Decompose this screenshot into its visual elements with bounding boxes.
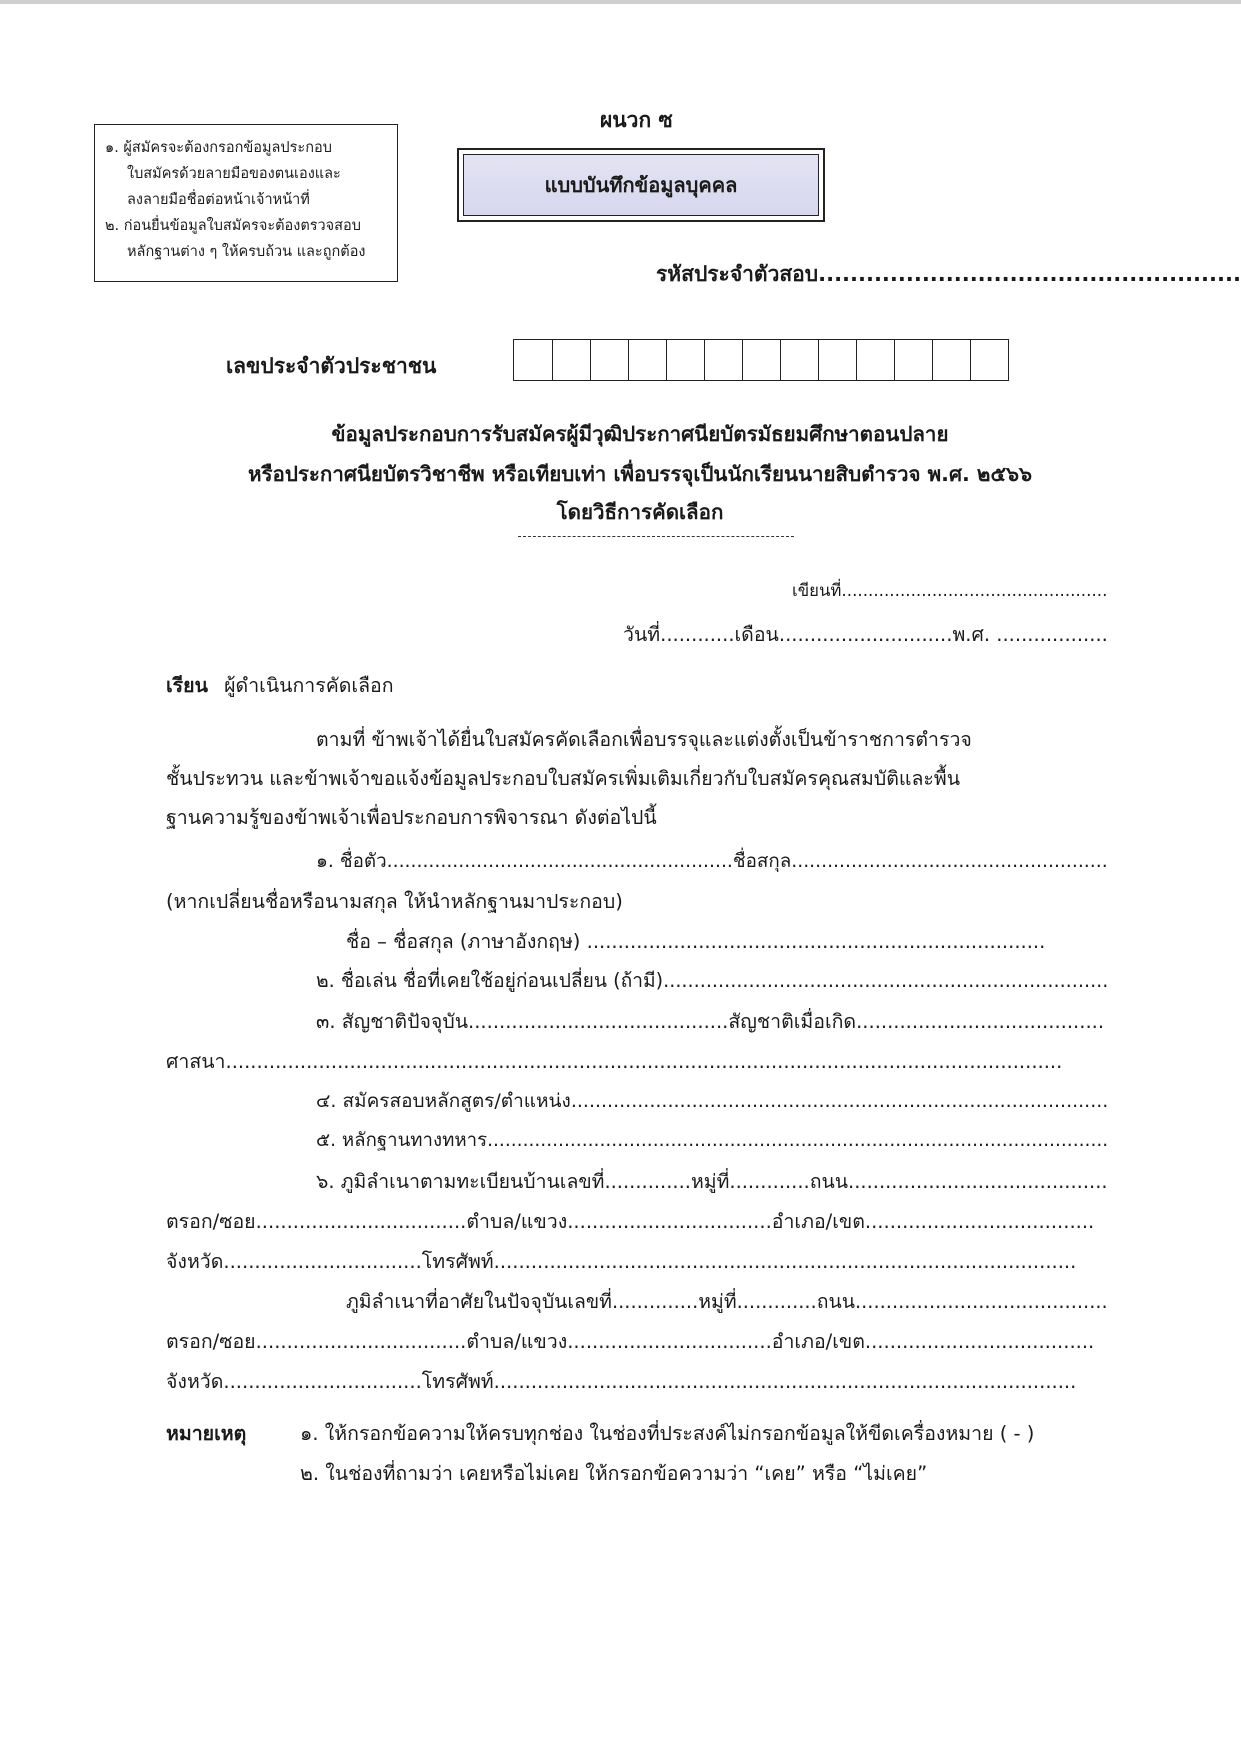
field-current-alley[interactable]: ตรอก/ซอย..................................ตำบล/แขวง.................................อำเภอ/เขต..................................... — [166, 1330, 1095, 1353]
page-top-edge — [0, 0, 1241, 4]
citizen-id-digit-box[interactable] — [932, 340, 970, 380]
citizen-id-boxes[interactable] — [513, 339, 1009, 381]
instruction-line-1: ๑. ผู้สมัครจะต้องกรอกข้อมูลประกอบ — [105, 140, 332, 156]
heading-divider — [518, 536, 794, 537]
exam-id-field[interactable]: รหัสประจำตัวสอบ..................................................... — [656, 262, 1241, 286]
instruction-line-2: ใบสมัครด้วยลายมือของตนเองและ — [127, 166, 341, 182]
citizen-id-digit-box[interactable] — [666, 340, 704, 380]
salutation-label: เรียน — [166, 674, 208, 697]
citizen-id-digit-box[interactable] — [818, 340, 856, 380]
citizen-id-digit-box[interactable] — [514, 340, 552, 380]
instruction-line-5: หลักฐานต่าง ๆ ให้ครบถ้วน และถูกต้อง — [127, 244, 366, 260]
field-registered-alley[interactable]: ตรอก/ซอย..................................ตำบล/แขวง.................................อำเภอ/เขต..................................... — [166, 1210, 1095, 1233]
remark-2: ๒. ในช่องที่ถามว่า เคยหรือไม่เคย ให้กรอกข้อความว่า “เคย” หรือ “ไม่เคย” — [300, 1462, 928, 1485]
field-registered-province[interactable]: จังหวัด................................โทรศัพท์.............................................................................................. — [166, 1250, 1077, 1273]
citizen-id-digit-box[interactable] — [704, 340, 742, 380]
heading-line-2: หรือประกาศนียบัตรวิชาชีพ หรือเทียบเท่า เพื่อบรรจุเป็นนักเรียนนายสิบตำรวจ พ.ศ. ๒๕๖๖ — [247, 462, 1033, 486]
citizen-id-digit-box[interactable] — [780, 340, 818, 380]
field-name-english[interactable]: ชื่อ – ชื่อสกุล (ภาษาอังกฤษ) .......................................................................... — [346, 930, 1046, 953]
field-religion[interactable]: ศาสนา....................................................................................................................................... — [166, 1050, 1063, 1073]
field-current-province[interactable]: จังหวัด................................โทรศัพท์.............................................................................................. — [166, 1370, 1077, 1393]
form-title: แบบบันทึกข้อมูลบุคคล — [463, 154, 819, 216]
remarks-label: หมายเหตุ — [166, 1422, 247, 1445]
paragraph-line-1: ตามที่ ข้าพเจ้าได้ยื่นใบสมัครคัดเลือกเพื่อบรรจุและแต่งตั้งเป็นข้าราชการตำรวจ — [316, 728, 972, 751]
field-registered-address[interactable]: ๖. ภูมิลำเนาตามทะเบียนบ้านเลขที่..............หมู่ที่.............ถนน.......................................... — [316, 1170, 1108, 1193]
appendix-label: ผนวก ซ — [600, 108, 673, 132]
instruction-line-4: ๒. ก่อนยื่นข้อมูลใบสมัครจะต้องตรวจสอบ — [105, 218, 361, 234]
paragraph-line-3: ฐานความรู้ของข้าพเจ้าเพื่อประกอบการพิจารณา ดังต่อไปนี้ — [166, 806, 657, 829]
remark-1: ๑. ให้กรอกข้อความให้ครบทุกช่อง ในช่องที่ประสงค์ไม่กรอกข้อมูลให้ขีดเครื่องหมาย ( - ) — [300, 1422, 1035, 1445]
written-at-field[interactable]: เขียนที่.................................................. — [792, 580, 1108, 600]
instruction-line-3: ลงลายมือชื่อต่อหน้าเจ้าหน้าที่ — [127, 192, 310, 208]
field-nickname[interactable]: ๒. ชื่อเล่น ชื่อที่เคยใช้อยู่ก่อนเปลี่ยน (ถ้ามี)......................................................................... — [316, 969, 1109, 992]
citizen-id-digit-box[interactable] — [590, 340, 628, 380]
instructions-box — [94, 124, 398, 282]
citizen-id-digit-box[interactable] — [856, 340, 894, 380]
field-current-address[interactable]: ภูมิลำเนาที่อาศัยในปัจจุบันเลขที่..............หมู่ที่.............ถนน......................................... — [346, 1290, 1108, 1313]
heading-line-1: ข้อมูลประกอบการรับสมัครผู้มีวุฒิประกาศนียบัตรมัธยมศึกษาตอนปลาย — [331, 422, 949, 446]
salutation — [166, 670, 394, 701]
name-change-note: (หากเปลี่ยนชื่อหรือนามสกุล ให้นำหลักฐานมาประกอบ) — [166, 890, 623, 913]
field-course-position[interactable]: ๔. สมัครสอบหลักสูตร/ตำแหน่ง......................................................................................... — [316, 1090, 1109, 1112]
citizen-id-digit-box[interactable] — [552, 340, 590, 380]
date-field[interactable]: วันที่............เดือน............................พ.ศ. .................. — [623, 623, 1108, 646]
citizen-id-label: เลขประจำตัวประชาชน — [226, 354, 437, 378]
field-name[interactable]: ๑. ชื่อตัว..........................................................ชื่อสกุล..................................................... — [316, 851, 1108, 872]
citizen-id-digit-box[interactable] — [742, 340, 780, 380]
field-nationality[interactable]: ๓. สัญชาติปัจจุบัน..........................................สัญชาติเมื่อเกิด........................................ — [316, 1010, 1105, 1033]
heading-line-3: โดยวิธีการคัดเลือก — [556, 500, 724, 524]
citizen-id-digit-box[interactable] — [628, 340, 666, 380]
form-title-box — [457, 148, 825, 222]
paragraph-line-2: ชั้นประทวน และข้าพเจ้าขอแจ้งข้อมูลประกอบใบสมัครเพิ่มเติมเกี่ยวกับใบสมัครคุณสมบัติและพื้น — [166, 767, 961, 790]
citizen-id-digit-box[interactable] — [970, 340, 1008, 380]
field-military-evidence[interactable]: ๕. หลักฐานทางทหาร......................................................................................................... — [316, 1130, 1109, 1151]
citizen-id-digit-box[interactable] — [894, 340, 932, 380]
salutation-recipient: ผู้ดำเนินการคัดเลือก — [224, 674, 394, 697]
